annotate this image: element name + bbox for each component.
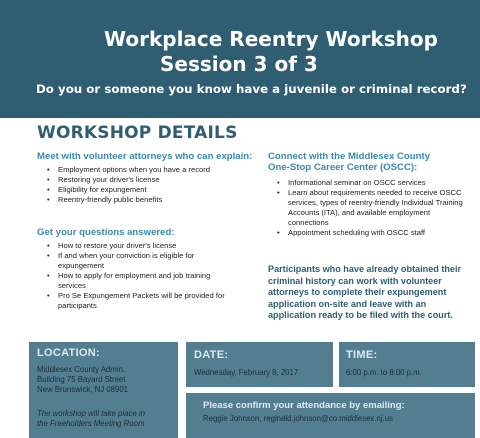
time-label: TIME: xyxy=(346,349,378,361)
oscc-list xyxy=(274,178,470,238)
location-line-1: Middlesex County Admin. xyxy=(37,365,125,374)
date-value: Wednesday, February 8, 2017 xyxy=(194,368,299,377)
list-item: • Eligibility for expungement xyxy=(44,185,259,195)
location-line-3: New Brunswick, NJ 08901 xyxy=(37,385,129,394)
list-item: • How to apply for employment and job training services xyxy=(44,271,234,291)
confirm-label: Please confirm your attendance by emailing: xyxy=(203,400,405,411)
title-line-1: Workplace Reentry Workshop xyxy=(104,27,438,51)
location-line-2: Building 75 Bayard Street xyxy=(37,375,126,384)
location-note-line-2: the Freeholders Meeting Room xyxy=(37,419,145,428)
list-item: • Pro Se Expungement Packets will be provided for participants xyxy=(44,291,234,311)
time-value: 6:00 p.m. to 8:00 p.m. xyxy=(346,368,422,377)
list-item: • Learn about requirements needed to receive OSCC services, types of reentry-friendly Individual Training Accounts (ITA), and available employment connections xyxy=(274,188,470,228)
location-label: LOCATION: xyxy=(37,347,100,359)
list-item: • Appointment scheduling with OSCC staff xyxy=(274,228,470,238)
subtitle: Do you or someone you know have a juvenile or criminal record? xyxy=(36,82,467,96)
workshop-details-heading: WORKSHOP DETAILS xyxy=(37,123,238,143)
list-item: • Restoring your driver's license xyxy=(44,175,259,185)
location-note-line-1: The workshop will take place in xyxy=(37,409,145,418)
participants-note: Participants who have already obtained their criminal history can work with volunteer attorneys to complete their expungement application on-site and leave with an application ready to be filed with the court. xyxy=(268,264,462,320)
confirm-contact: Reggie Johnson, reginald.johnson@co.middlesex.nj.us xyxy=(203,414,393,423)
oscc-heading-line-2: One-Stop Career Center (OSCC): xyxy=(268,162,418,173)
attorneys-list xyxy=(44,165,259,205)
oscc-heading-line-1: Connect with the Middlesex County xyxy=(268,151,431,162)
questions-heading: Get your questions answered: xyxy=(37,227,175,238)
title-line-2: Session 3 of 3 xyxy=(160,52,318,76)
attorneys-heading: Meet with volunteer attorneys who can explain: xyxy=(37,151,253,162)
questions-list xyxy=(44,241,234,311)
list-item: • Employment options when you have a record xyxy=(44,165,259,175)
list-item: • Informational seminar on OSCC services xyxy=(274,178,470,188)
list-item: • How to restore your driver's license xyxy=(44,241,234,251)
date-label: DATE: xyxy=(194,349,229,361)
list-item: • Reentry-friendly public benefits xyxy=(44,195,259,205)
list-item: • If and when your conviction is eligible for expungement xyxy=(44,251,234,271)
